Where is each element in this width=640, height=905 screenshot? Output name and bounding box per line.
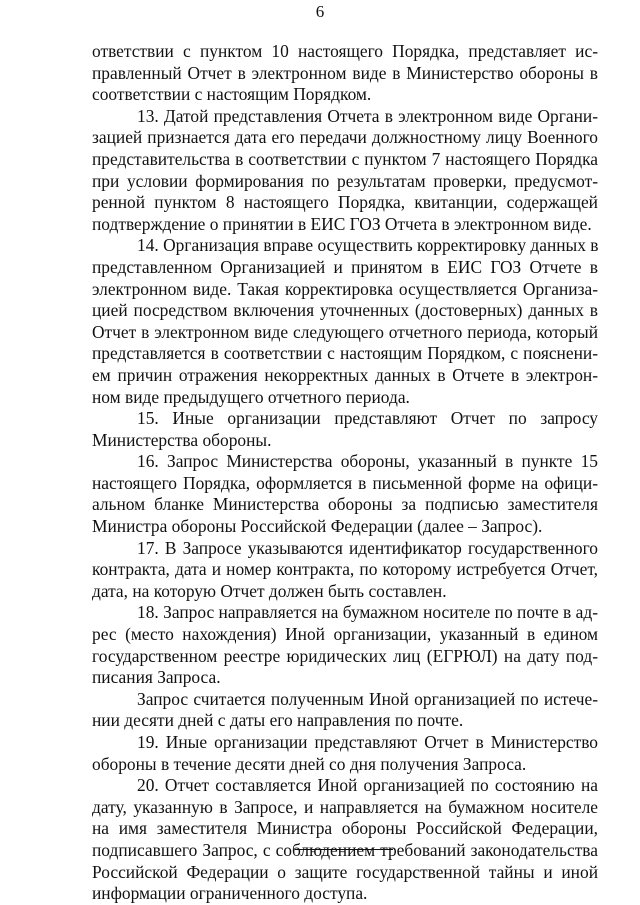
text-line: информации ограниченного доступа.	[92, 883, 368, 904]
text-line: государственном реестре юридических лиц (ЕГРЮЛ) на дату под-	[92, 645, 598, 666]
text-line: обороны в течение десяти дней со дня получения Запроса.	[92, 753, 527, 774]
text-line: ответствии с пунктом 10 настоящего Порядка, представляет ис-	[92, 41, 598, 61]
text-line: Министра обороны Российской Федерации (далее – Запрос).	[92, 516, 543, 537]
paragraph	[92, 775, 598, 905]
text-line: альном бланке Министерства обороны за подписью заместителя	[92, 494, 598, 515]
text-line: представительства в соответствии с пунктом 7 настоящего Порядка	[92, 148, 598, 169]
paragraph	[92, 408, 598, 451]
text-line: 20. Отчет составляется Иной организацией по состоянию на	[137, 775, 598, 796]
text-line: 19. Иные организации представляют Отчет в Министерство	[137, 732, 598, 752]
text-line: представленном Организацией и принятом в ЕИС ГОЗ Отчете в	[92, 256, 598, 277]
paragraph	[92, 732, 598, 775]
paragraph	[92, 538, 598, 603]
text-line: зацией признается дата его передачи должностному лицу Военного	[92, 127, 598, 148]
paragraph	[92, 41, 598, 106]
end-of-text-divider	[295, 849, 393, 850]
text-line: Отчет в электронном виде следующего отчетного периода, который	[92, 321, 598, 342]
paragraph	[92, 106, 598, 236]
paragraph	[92, 689, 598, 732]
text-line: подписавшего Запрос, с соблюдением требований законодательства	[92, 839, 598, 860]
text-line: 17. В Запросе указываются идентификатор государственного	[137, 537, 598, 558]
text-line: Министерства обороны.	[92, 429, 272, 450]
text-line: дату, указанную в Запросе, и направляется на бумажном носителе	[92, 796, 598, 817]
text-line: настоящего Порядка, оформляется в письменной форме на офици-	[92, 472, 598, 493]
text-line: подтверждение о принятии в ЕИС ГОЗ Отчета в электронном виде.	[92, 213, 592, 234]
text-line: ем причин отражения некорректных данных в Отчете в электрон-	[92, 364, 598, 385]
text-line: ном виде предыдущего отчетного периода.	[92, 386, 410, 407]
text-line: цией посредством включения уточненных (достоверных) данных в	[92, 300, 598, 321]
text-line: 18. Запрос направляется на бумажном носителе по почте в ад-	[137, 602, 598, 623]
text-line: рес (место нахождения) Иной организации, указанный в едином	[92, 624, 598, 645]
text-line: 16. Запрос Министерства обороны, указанный в пункте 15	[137, 451, 598, 472]
text-line: электронном виде. Такая корректировка осуществляется Организа-	[92, 278, 598, 299]
text-line: правленный Отчет в электронном виде в Министерство обороны в	[92, 62, 598, 83]
text-line: 14. Организация вправе осуществить корректировку данных в	[137, 235, 599, 256]
text-line: соответствии с настоящим Порядком.	[92, 84, 372, 105]
text-line: ренной пунктом 8 настоящего Порядка, квитанции, содержащей	[92, 192, 598, 213]
text-line: 15. Иные организации представляют Отчет по запросу	[137, 408, 598, 429]
text-line: Российской Федерации о защите государственной тайны и иной	[92, 861, 598, 882]
text-line: Запрос считается полученным Иной организацией по истече-	[137, 688, 598, 709]
text-line: дата, на которую Отчет должен быть составлен.	[92, 580, 447, 601]
text-line: нии десяти дней с даты его направления по почте.	[92, 710, 464, 731]
text-line: при условии формирования по результатам проверки, предусмот-	[92, 170, 598, 191]
paragraph	[92, 235, 598, 408]
paragraph	[92, 602, 598, 688]
text-line: на имя заместителя Министра обороны Российской Федерации,	[92, 818, 598, 839]
text-line: писания Запроса.	[92, 667, 221, 688]
document-body	[92, 41, 598, 905]
paragraph	[92, 451, 598, 537]
text-line: контракта, дата и номер контракта, по которому истребуется Отчет,	[92, 559, 598, 580]
text-line: 13. Датой представления Отчета в электронном виде Органи-	[137, 105, 598, 126]
page-number: 6	[315, 2, 325, 21]
text-line: представляется в соответствии с настоящим Порядком, с пояснени-	[92, 343, 598, 364]
